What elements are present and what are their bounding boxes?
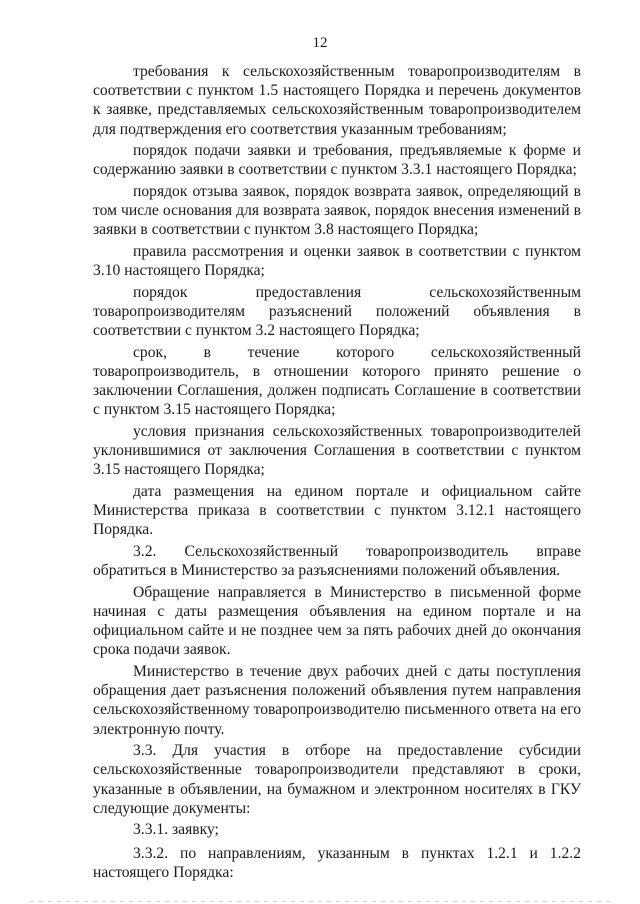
paragraph-section-3-3: 3.3. Для участия в отборе на предоставление субсидии сельскохозяйственные товаропроизводители представляют в сроки, указанные в объявлении, на бумажном и электронном носителях в ГКУ следующие документы:	[93, 742, 581, 817]
paragraph-evasion-conditions: условия признания сельскохозяйственных товаропроизводителей уклонившимися от заключения Соглашения в соответствии с пунктом 3.15 настоящего Порядка;	[93, 423, 581, 479]
paragraph-review-rules: правила рассмотрения и оценки заявок в соответствии с пунктом 3.10 настоящего Порядка;	[93, 243, 581, 280]
page-number: 12	[312, 35, 328, 51]
paragraph-withdrawal-procedure: порядок отзыва заявок, порядок возврата заявок, определяющий в том числе основания для возврата заявок, порядок внесения изменений в заявки в соответствии с пунктом 3.8 настоящего Порядка;	[93, 183, 581, 239]
bottom-divider	[30, 901, 610, 902]
paragraph-requirements: требования к сельскохозяйственным товаропроизводителям в соответствии с пунктом 1.5 настоящего Порядка и перечень документов к заявке, представляемых сельскохозяйственным товаропроизводителем для подтверждения его соответствия указанным требованиям;	[93, 63, 581, 138]
paragraph-clarification-procedure: порядок предоставления сельскохозяйственным товаропроизводителям разъяснений положений объявления в соответствии с пунктом 3.2 настоящего Порядка;	[93, 283, 581, 340]
paragraph-section-3-3-1: 3.3.1. заявку;	[133, 821, 219, 839]
paragraph-ministry-response: Министерство в течение двух рабочих дней с даты поступления обращения дает разъяснения положений объявления путем направления сельскохозяйственному товаропроизводителю письменного ответа на его электронную почту.	[93, 663, 581, 738]
paragraph-request-submission: Обращение направляется в Министерство в письменной форме начиная с даты размещения объявления на едином портале и на официальном сайте и не позднее чем за пять рабочих дней до окончания срока подачи заявок.	[93, 583, 581, 659]
paragraph-section-3-2: 3.2. Сельскохозяйственный товаропроизводитель вправе обратиться в Министерство за разъяснениями положений объявления.	[93, 543, 581, 580]
paragraph-application-procedure: порядок подачи заявки и требования, предъявляемые к форме и содержанию заявки в соответствии с пунктом 3.3.1 настоящего Порядка;	[93, 142, 581, 179]
paragraph-publication-date: дата размещения на едином портале и официальном сайте Министерства приказа в соответствии с пунктом 3.12.1 настоящего Порядка.	[93, 483, 581, 539]
document-body	[93, 62, 581, 885]
paragraph-signing-deadline: срок, в течение которого сельскохозяйственный товаропроизводитель, в отношении которого принято решение о заключении Соглашения, должен подписать Соглашение в соответствии с пунктом 3.15 настоящего Порядка;	[93, 343, 581, 419]
paragraph-section-3-3-2: 3.3.2. по направлениям, указанным в пунктах 1.2.1 и 1.2.2 настоящего Порядка:	[93, 845, 581, 882]
